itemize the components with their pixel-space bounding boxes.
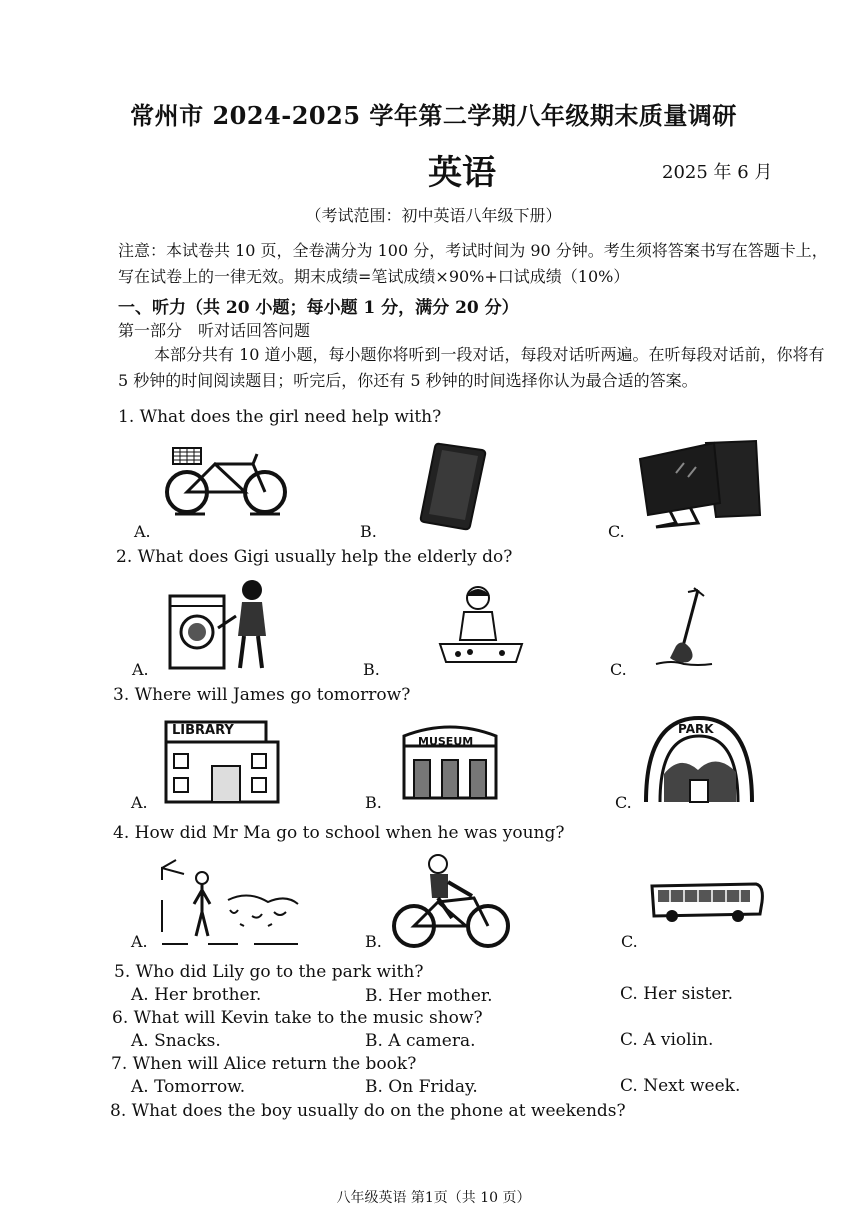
walking-icon <box>158 860 303 946</box>
section-title: 一、听力（共 20 小题；每小题 1 分，满分 20 分） <box>118 298 519 318</box>
phone-icon <box>418 440 488 532</box>
q5-option-a: A. Her brother. <box>131 985 262 1005</box>
museum-sign: MUSEUM <box>418 735 474 748</box>
question-2: 2. What does Gigi usually help the elderly do? <box>116 547 513 567</box>
question-7: 7. When will Alice return the book? <box>111 1054 417 1074</box>
q3-label-b: B. <box>365 793 382 812</box>
q2-label-b: B. <box>363 660 380 679</box>
q2-label-c: C. <box>610 660 627 679</box>
question-4: 4. How did Mr Ma go to school when he was young? <box>113 823 565 843</box>
section-intro: 本部分共有 10 道小题，每小题你将听到一段对话，每段对话听两遍。在听每段对话前，你将有 5 秒钟的时间阅读题目；听完后，你还有 5 秒钟的时间选择你认为最合适的答案。 <box>118 345 825 390</box>
computer-icon <box>636 437 762 529</box>
q6-option-c: C. A violin. <box>620 1030 714 1050</box>
q3-label-a: A. <box>131 793 148 812</box>
exam-title: 常州市 2024-2025 学年第二学期八年级期末质量调研 <box>130 101 737 130</box>
q2-label-a: A. <box>132 660 149 679</box>
q7-option-b: B. On Friday. <box>365 1077 478 1097</box>
bus-icon <box>648 880 766 924</box>
cycling-icon <box>392 852 512 950</box>
q6-option-b: B. A camera. <box>365 1031 476 1051</box>
part-title: 第一部分 听对话回答问题 <box>118 321 311 340</box>
q5-option-c: C. Her sister. <box>620 984 734 1004</box>
park-sign: PARK <box>678 722 714 736</box>
exam-date: 2025 年 6 月 <box>662 162 773 183</box>
museum-icon <box>398 722 502 800</box>
q3-label-c: C. <box>615 793 632 812</box>
q6-option-a: A. Snacks. <box>131 1031 221 1051</box>
notice-paragraph: 注意：本试卷共 10 页，全卷满分为 100 分，考试时间为 90 分钟。考生须将答案书写在答题卡上，写在试卷上的一律无效。期末成绩=笔试成绩×90%+口试成绩（10%） <box>118 241 828 286</box>
question-1: 1. What does the girl need help with? <box>118 407 442 427</box>
bicycle-icon <box>165 442 290 520</box>
question-6: 6. What will Kevin take to the music show? <box>112 1008 483 1028</box>
q4-label-b: B. <box>365 932 382 951</box>
q7-option-a: A. Tomorrow. <box>131 1077 246 1097</box>
q4-label-a: A. <box>131 932 148 951</box>
library-icon <box>160 720 288 804</box>
library-sign: LIBRARY <box>172 723 234 738</box>
q4-label-c: C. <box>621 932 638 951</box>
page-footer: 八年级英语 第1页（共 10 页） <box>336 1190 531 1206</box>
park-icon <box>640 714 758 806</box>
q7-option-c: C. Next week. <box>620 1076 741 1096</box>
washing-machine-icon <box>166 576 278 672</box>
question-3: 3. Where will James go tomorrow? <box>113 685 411 705</box>
subject-title: 英语 <box>428 153 496 193</box>
cooking-icon <box>436 584 526 666</box>
exam-scope: （考试范围：初中英语八年级下册） <box>305 206 562 225</box>
q1-label-c: C. <box>608 522 625 541</box>
question-8: 8. What does the boy usually do on the phone at weekends? <box>110 1101 626 1121</box>
q1-label-b: B. <box>360 522 377 541</box>
q1-label-a: A. <box>134 522 151 541</box>
broom-icon <box>652 586 718 668</box>
question-5: 5. Who did Lily go to the park with? <box>114 962 424 982</box>
q5-option-b: B. Her mother. <box>365 986 493 1006</box>
